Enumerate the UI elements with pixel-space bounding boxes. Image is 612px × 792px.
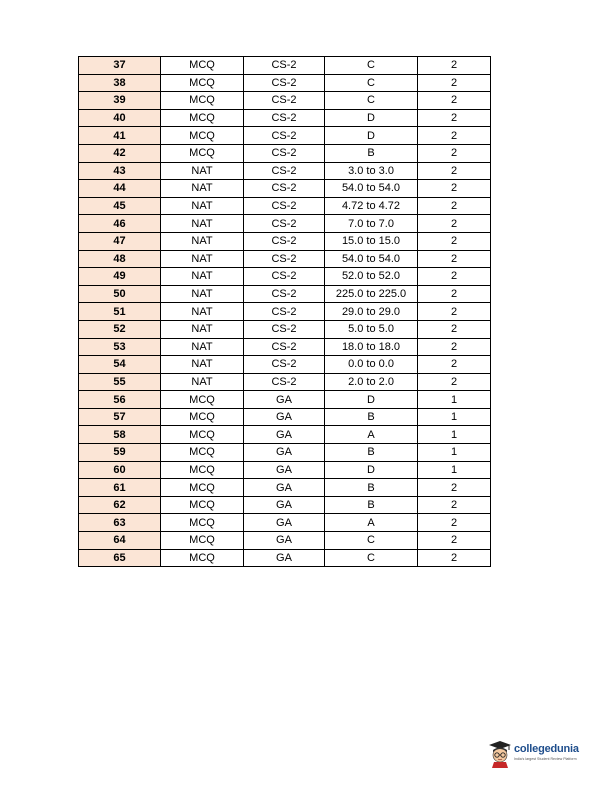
section-cell: CS-2	[244, 57, 325, 75]
question-type-cell: NAT	[161, 338, 244, 356]
question-number-cell: 59	[79, 444, 161, 462]
question-type-cell: MCQ	[161, 92, 244, 110]
question-number-cell: 56	[79, 391, 161, 409]
question-type-cell: MCQ	[161, 532, 244, 550]
question-number-cell: 49	[79, 268, 161, 286]
question-number-cell: 45	[79, 197, 161, 215]
table-row	[79, 197, 491, 215]
question-number-cell: 51	[79, 303, 161, 321]
question-type-cell: NAT	[161, 356, 244, 374]
section-cell: CS-2	[244, 127, 325, 145]
marks-cell: 2	[418, 250, 491, 268]
question-number-cell: 61	[79, 479, 161, 497]
question-type-cell: MCQ	[161, 109, 244, 127]
marks-cell: 2	[418, 479, 491, 497]
logo-tagline: India's largest Student Review Platform	[514, 757, 577, 761]
section-cell: CS-2	[244, 74, 325, 92]
question-number-cell: 63	[79, 514, 161, 532]
marks-cell: 1	[418, 426, 491, 444]
answer-key-cell: C	[325, 92, 418, 110]
answer-key-cell: 7.0 to 7.0	[325, 215, 418, 233]
table-row	[79, 109, 491, 127]
section-cell: GA	[244, 514, 325, 532]
question-type-cell: MCQ	[161, 444, 244, 462]
question-number-cell: 64	[79, 532, 161, 550]
table-row	[79, 144, 491, 162]
marks-cell: 2	[418, 92, 491, 110]
section-cell: GA	[244, 496, 325, 514]
section-cell: CS-2	[244, 373, 325, 391]
marks-cell: 2	[418, 57, 491, 75]
answer-key-cell: B	[325, 408, 418, 426]
answer-key-cell: C	[325, 549, 418, 567]
question-number-cell: 55	[79, 373, 161, 391]
table-row	[79, 356, 491, 374]
section-cell: CS-2	[244, 232, 325, 250]
question-type-cell: NAT	[161, 197, 244, 215]
question-type-cell: NAT	[161, 250, 244, 268]
table-row	[79, 444, 491, 462]
table-row	[79, 268, 491, 286]
table-row	[79, 549, 491, 567]
marks-cell: 1	[418, 461, 491, 479]
table-row	[79, 408, 491, 426]
question-type-cell: MCQ	[161, 496, 244, 514]
marks-cell: 2	[418, 215, 491, 233]
table-row	[79, 496, 491, 514]
section-cell: CS-2	[244, 285, 325, 303]
question-type-cell: MCQ	[161, 461, 244, 479]
section-cell: GA	[244, 479, 325, 497]
answer-key-cell: 54.0 to 54.0	[325, 180, 418, 198]
answer-key-cell: C	[325, 57, 418, 75]
section-cell: CS-2	[244, 303, 325, 321]
question-type-cell: MCQ	[161, 549, 244, 567]
answer-key-cell: B	[325, 444, 418, 462]
section-cell: CS-2	[244, 92, 325, 110]
marks-cell: 2	[418, 144, 491, 162]
answer-key-cell: 2.0 to 2.0	[325, 373, 418, 391]
collegedunia-logo	[488, 740, 600, 770]
answer-key-body	[79, 57, 491, 567]
question-type-cell: MCQ	[161, 479, 244, 497]
question-number-cell: 38	[79, 74, 161, 92]
marks-cell: 2	[418, 373, 491, 391]
section-cell: CS-2	[244, 180, 325, 198]
table-row	[79, 373, 491, 391]
question-type-cell: NAT	[161, 320, 244, 338]
table-row	[79, 338, 491, 356]
marks-cell: 2	[418, 549, 491, 567]
answer-key-cell: 52.0 to 52.0	[325, 268, 418, 286]
question-number-cell: 40	[79, 109, 161, 127]
marks-cell: 2	[418, 338, 491, 356]
question-type-cell: NAT	[161, 303, 244, 321]
marks-cell: 2	[418, 109, 491, 127]
table-row	[79, 461, 491, 479]
table-row	[79, 391, 491, 409]
section-cell: CS-2	[244, 338, 325, 356]
marks-cell: 2	[418, 162, 491, 180]
question-type-cell: MCQ	[161, 57, 244, 75]
section-cell: GA	[244, 549, 325, 567]
question-number-cell: 37	[79, 57, 161, 75]
answer-key-cell: 225.0 to 225.0	[325, 285, 418, 303]
question-number-cell: 58	[79, 426, 161, 444]
section-cell: GA	[244, 532, 325, 550]
answer-key-cell: 5.0 to 5.0	[325, 320, 418, 338]
section-cell: CS-2	[244, 320, 325, 338]
question-type-cell: MCQ	[161, 74, 244, 92]
marks-cell: 1	[418, 408, 491, 426]
question-number-cell: 62	[79, 496, 161, 514]
marks-cell: 2	[418, 180, 491, 198]
marks-cell: 2	[418, 320, 491, 338]
section-cell: CS-2	[244, 197, 325, 215]
question-number-cell: 52	[79, 320, 161, 338]
question-type-cell: MCQ	[161, 144, 244, 162]
answer-key-cell: 15.0 to 15.0	[325, 232, 418, 250]
question-number-cell: 57	[79, 408, 161, 426]
question-type-cell: MCQ	[161, 408, 244, 426]
answer-key-cell: D	[325, 127, 418, 145]
marks-cell: 1	[418, 391, 491, 409]
answer-key-cell: 0.0 to 0.0	[325, 356, 418, 374]
answer-key-cell: B	[325, 496, 418, 514]
section-cell: GA	[244, 391, 325, 409]
question-type-cell: NAT	[161, 285, 244, 303]
answer-key-cell: B	[325, 479, 418, 497]
section-cell: CS-2	[244, 162, 325, 180]
answer-key-cell: 3.0 to 3.0	[325, 162, 418, 180]
marks-cell: 2	[418, 127, 491, 145]
marks-cell: 1	[418, 444, 491, 462]
question-type-cell: MCQ	[161, 426, 244, 444]
table-row	[79, 532, 491, 550]
question-type-cell: NAT	[161, 162, 244, 180]
question-number-cell: 54	[79, 356, 161, 374]
answer-key-cell: C	[325, 532, 418, 550]
question-number-cell: 39	[79, 92, 161, 110]
section-cell: CS-2	[244, 109, 325, 127]
question-number-cell: 46	[79, 215, 161, 233]
section-cell: CS-2	[244, 268, 325, 286]
question-number-cell: 48	[79, 250, 161, 268]
marks-cell: 2	[418, 356, 491, 374]
table-row	[79, 74, 491, 92]
graduate-mascot-icon	[488, 740, 512, 768]
question-type-cell: MCQ	[161, 514, 244, 532]
question-type-cell: NAT	[161, 268, 244, 286]
table-row	[79, 426, 491, 444]
question-number-cell: 43	[79, 162, 161, 180]
question-number-cell: 53	[79, 338, 161, 356]
table-row	[79, 320, 491, 338]
answer-key-cell: 18.0 to 18.0	[325, 338, 418, 356]
section-cell: GA	[244, 426, 325, 444]
answer-key-cell: A	[325, 514, 418, 532]
answer-key-cell: 29.0 to 29.0	[325, 303, 418, 321]
table-row	[79, 479, 491, 497]
section-cell: GA	[244, 444, 325, 462]
question-number-cell: 47	[79, 232, 161, 250]
table-row	[79, 303, 491, 321]
answer-key-cell: C	[325, 74, 418, 92]
table-row	[79, 92, 491, 110]
table-row	[79, 180, 491, 198]
answer-key-cell: D	[325, 391, 418, 409]
marks-cell: 2	[418, 285, 491, 303]
answer-key-cell: 4.72 to 4.72	[325, 197, 418, 215]
question-type-cell: MCQ	[161, 127, 244, 145]
question-type-cell: NAT	[161, 215, 244, 233]
answer-key-table	[78, 56, 491, 567]
marks-cell: 2	[418, 514, 491, 532]
answer-key-cell: A	[325, 426, 418, 444]
answer-key-cell: D	[325, 461, 418, 479]
section-cell: GA	[244, 461, 325, 479]
section-cell: CS-2	[244, 144, 325, 162]
section-cell: GA	[244, 408, 325, 426]
marks-cell: 2	[418, 532, 491, 550]
question-type-cell: NAT	[161, 232, 244, 250]
marks-cell: 2	[418, 74, 491, 92]
question-number-cell: 44	[79, 180, 161, 198]
table-row	[79, 285, 491, 303]
table-row	[79, 162, 491, 180]
marks-cell: 2	[418, 303, 491, 321]
answer-key-cell: B	[325, 144, 418, 162]
marks-cell: 2	[418, 232, 491, 250]
question-type-cell: NAT	[161, 180, 244, 198]
table-row	[79, 514, 491, 532]
table-row	[79, 127, 491, 145]
logo-brand-text: collegedunia	[514, 743, 579, 755]
marks-cell: 2	[418, 197, 491, 215]
table-row	[79, 250, 491, 268]
section-cell: CS-2	[244, 356, 325, 374]
answer-key-cell: D	[325, 109, 418, 127]
marks-cell: 2	[418, 496, 491, 514]
question-number-cell: 65	[79, 549, 161, 567]
answer-key-cell: 54.0 to 54.0	[325, 250, 418, 268]
question-number-cell: 42	[79, 144, 161, 162]
table-row	[79, 215, 491, 233]
question-number-cell: 60	[79, 461, 161, 479]
table-row	[79, 57, 491, 75]
marks-cell: 2	[418, 268, 491, 286]
table-row	[79, 232, 491, 250]
question-number-cell: 41	[79, 127, 161, 145]
question-number-cell: 50	[79, 285, 161, 303]
section-cell: CS-2	[244, 215, 325, 233]
question-type-cell: MCQ	[161, 391, 244, 409]
question-type-cell: NAT	[161, 373, 244, 391]
section-cell: CS-2	[244, 250, 325, 268]
